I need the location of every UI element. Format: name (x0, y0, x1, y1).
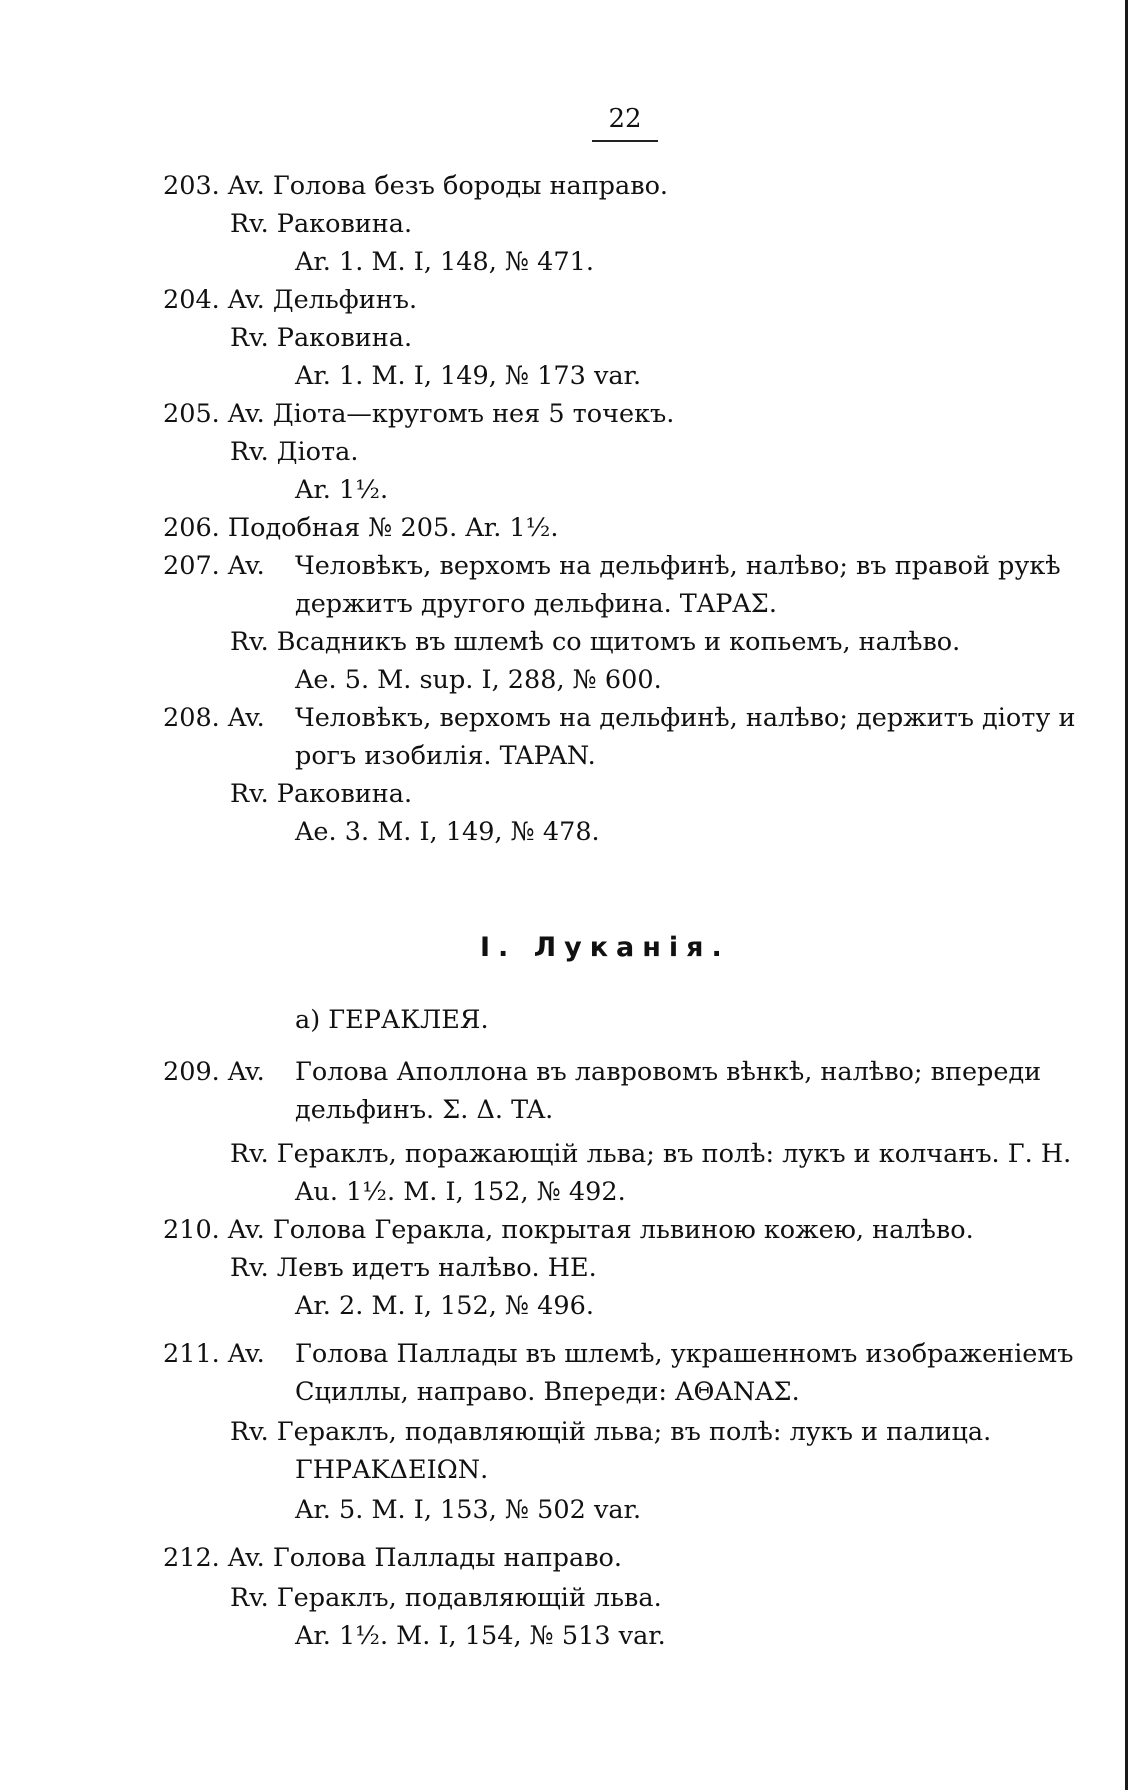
entry-number: 204. (163, 285, 220, 315)
av-label: Av. (227, 1057, 265, 1087)
av-label: Av. (227, 171, 265, 201)
entry-210-ref: Ar. 2. M. I, 152, № 496. (295, 1291, 594, 1321)
entry-number: 203. (163, 171, 220, 201)
entry-208-ref: Ae. 3. M. I, 149, № 478. (295, 817, 600, 847)
subsection-heading: а) ГЕРАКЛЕЯ. (295, 1005, 489, 1035)
rv-label: Rv. (230, 437, 269, 467)
rv-text: Раковина. (276, 209, 413, 239)
rv-label: Rv. (230, 779, 269, 809)
rv-text: Гераклъ, поражающій льва; въ полѣ: лукъ и колчанъ. Г. Н. (276, 1139, 1072, 1169)
entry-205-rv (230, 436, 358, 468)
av-text: Голова Геракла, покрытая львиною кожею, налѣво. (272, 1215, 974, 1245)
rv-label: Rv. (230, 323, 269, 353)
entry-211-rv-line2: ΓΗΡΑΚΔΕΙΩΝ. (295, 1455, 489, 1485)
entry-number: 210. (163, 1215, 220, 1245)
entry-212-ref: Ar. 1½. M. I, 154, № 513 var. (295, 1621, 666, 1651)
entry-number: 208. (163, 703, 220, 733)
av-label: Av. (227, 1543, 265, 1573)
entry-203-av (163, 170, 668, 202)
rv-label: Rv. (230, 1417, 269, 1447)
rv-label: Rv. (230, 627, 269, 657)
entry-210-av (163, 1214, 974, 1246)
entry-207-rv (230, 626, 960, 658)
entry-207-av-line1: Человѣкъ, верхомъ на дельфинѣ, налѣво; въ правой рукѣ (295, 551, 1061, 581)
av-label: Av. (227, 285, 265, 315)
entry-208-av-line2: рогъ изобилія. TAPAN. (295, 741, 596, 771)
rv-label: Rv. (230, 1583, 269, 1613)
rv-text: Гераклъ, подавляющій льва. (276, 1583, 662, 1613)
entry-207-av-line2: держитъ другого дельфина. ΤΑΡΑΣ. (295, 589, 777, 619)
av-label: Av. (227, 399, 265, 429)
entry-205-ref: Ar. 1½. (295, 475, 389, 505)
entry-210-rv (230, 1252, 597, 1284)
entry-number: 209. (163, 1057, 220, 1087)
entry-209-ref: Au. 1½. M. I, 152, № 492. (295, 1177, 626, 1207)
entry-text: Подобная № 205. Ar. 1½. (227, 513, 559, 543)
rv-label: Rv. (230, 209, 269, 239)
av-text: Дельфинъ. (272, 285, 418, 315)
rv-text: Раковина. (276, 779, 413, 809)
entry-203-ref: Ar. 1. M. I, 148, № 471. (295, 247, 594, 277)
entry-211-av (163, 1338, 265, 1370)
entry-209-av-line2: дельфинъ. Σ. Δ. TA. (295, 1095, 554, 1125)
page-edge-rule (1125, 0, 1128, 1790)
page-number-underline (592, 140, 658, 142)
entry-number: 206. (163, 513, 220, 543)
entry-205-av (163, 398, 674, 430)
entry-207-av (163, 550, 265, 582)
entry-204-av (163, 284, 417, 316)
entry-211-ref: Ar. 5. M. I, 153, № 502 var. (295, 1495, 642, 1525)
av-text: Голова Паллады направо. (272, 1543, 623, 1573)
av-text: Діота—кругомъ нея 5 точекъ. (272, 399, 675, 429)
entry-number: 211. (163, 1339, 220, 1369)
av-label: Av. (227, 703, 265, 733)
av-label: Av. (227, 551, 265, 581)
entry-208-rv (230, 778, 412, 810)
entry-209-av-line1: Голова Аполлона въ лавровомъ вѣнкѣ, налѣво; впереди (295, 1057, 1042, 1087)
entry-212-av (163, 1542, 622, 1574)
entry-208-av-line1: Человѣкъ, верхомъ на дельфинѣ, налѣво; держитъ діоту и (295, 703, 1076, 733)
entry-208-av (163, 702, 265, 734)
entry-203-rv (230, 208, 412, 240)
rv-label: Rv. (230, 1139, 269, 1169)
rv-text: Гераклъ, подавляющій льва; въ полѣ: лукъ и палица. (276, 1417, 992, 1447)
av-text: Голова безъ бороды направо. (272, 171, 669, 201)
rv-text: Всадникъ въ шлемѣ со щитомъ и копьемъ, налѣво. (276, 627, 961, 657)
entry-211-av-line1: Голова Паллады въ шлемѣ, украшенномъ изображеніемъ (295, 1339, 1074, 1369)
entry-209-rv (230, 1138, 1071, 1170)
entry-211-rv (230, 1416, 991, 1448)
entry-211-av-line2: Сциллы, направо. Впереди: ΑΘΑΝΑΣ. (295, 1377, 800, 1407)
rv-text: Діота. (276, 437, 359, 467)
entry-204-rv (230, 322, 412, 354)
av-label: Av. (227, 1215, 265, 1245)
entry-number: 207. (163, 551, 220, 581)
entry-number: 205. (163, 399, 220, 429)
entry-209-av (163, 1056, 265, 1088)
av-label: Av. (227, 1339, 265, 1369)
page-number: 22 (608, 104, 642, 134)
rv-label: Rv. (230, 1253, 269, 1283)
entry-204-ref: Ar. 1. M. I, 149, № 173 var. (295, 361, 642, 391)
rv-text: Раковина. (276, 323, 413, 353)
entry-number: 212. (163, 1543, 220, 1573)
rv-text: Левъ идетъ налѣво. НЕ. (276, 1253, 597, 1283)
entry-206 (163, 512, 558, 544)
section-heading: I. Луканія. (480, 932, 730, 963)
entry-207-ref: Ae. 5. M. sup. I, 288, № 600. (295, 665, 662, 695)
entry-212-rv (230, 1582, 662, 1614)
